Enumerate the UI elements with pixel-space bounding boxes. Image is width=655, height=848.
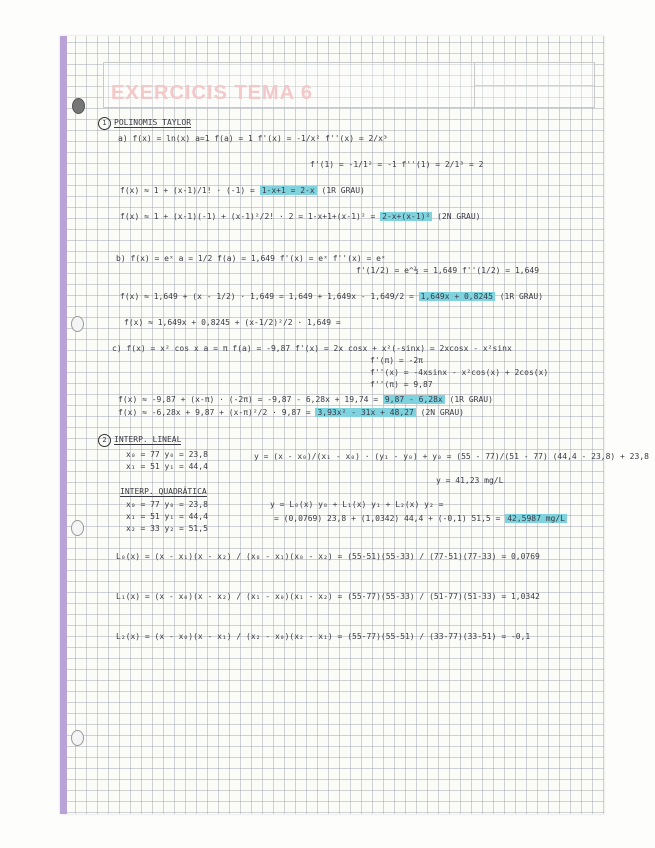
- header-mid-line: [474, 85, 594, 86]
- s1c-line3: f''(x) = -4xsinx - x²cos(x) + 2cos(x): [370, 368, 549, 377]
- s1b-line3: f(x) ≈ 1,649 + (x - 1/2) · 1,649 = 1,649 + 1,649x - 1,649/2 = 1,649x + 0,8245 (1R GRAU): [120, 292, 544, 301]
- s2-L0: L₀(x) = (x - x₁)(x - x₂) / (x₀ - x₁)(x₀ - x₂) = (55-51)(55-33) / (77-51)(77-33) = 0,0769: [116, 552, 540, 561]
- highlight-result: 2-x+(x-1)²: [382, 212, 431, 221]
- section2-heading: 2 INTERP. LINEAL: [98, 434, 181, 447]
- binder-hole-icon: [71, 520, 84, 536]
- s2-formula1: y = (x - x₀)/(x₁ - x₀) · (y₁ - y₀) + y₀ = (55 - 77)/(51 - 77) (44,4 - 23,8) + 23,8: [254, 452, 649, 461]
- s2-q1: x₀ = 77 y₀ = 23,8: [126, 500, 208, 509]
- highlight-result: 9,87 - 6,28x: [384, 395, 443, 404]
- s2-heading2: INTERP. QUADRÀTICA: [120, 487, 207, 496]
- highlight-result: 1-x+1 = 2-x: [261, 186, 315, 195]
- s1a-line3: f(x) ≈ 1 + (x-1)/1! · (-1) = 1-x+1 = 2-x (1R GRAU): [120, 186, 365, 195]
- exercise-number-1: 1: [98, 117, 111, 130]
- section1-heading: 1 POLINOMIS TAYLOR: [98, 117, 191, 130]
- s1a-line2: f'(1) = -1/1² = -1 f''(1) = 2/1³ = 2: [310, 160, 484, 169]
- s1b-line4: f(x) ≈ 1,649x + 0,8245 + (x-1/2)²/2 · 1,649 =: [124, 318, 341, 327]
- s1c-line2: f'(π) = -2π: [370, 356, 423, 365]
- s2-L1: L₁(x) = (x - x₀)(x - x₂) / (x₁ - x₀)(x₁ - x₂) = (55-77)(55-33) / (51-77)(51-33) = 1,0342: [116, 592, 540, 601]
- highlight-result: 1,649x + 0,8245: [420, 292, 493, 301]
- s2-formula2: y = L₀(x) y₀ + L₁(x) y₁ + L₂(x) y₂ =: [270, 500, 444, 509]
- s1b-line1: b) f(x) = eˣ a = 1/2 f(a) = 1,649 f'(x) = eˣ f''(x) = eˣ: [116, 254, 386, 263]
- s1a-line1: a) f(x) = ln(x) a=1 f(a) = 1 f'(x) = -1/x² f''(x) = 2/x³: [118, 134, 388, 143]
- highlight-result: 42,5987 mg/L: [507, 514, 565, 523]
- s2-q3: x₂ = 33 y₂ = 51,5: [126, 524, 208, 533]
- s2-L2: L₂(x) = (x - x₀)(x - x₁) / (x₂ - x₀)(x₂ - x₁) = (55-77)(55-51) / (33-77)(33-51) = -0,1: [116, 632, 531, 641]
- s1a-line4: f(x) ≈ 1 + (x-1)(-1) + (x-1)²/2! · 2 = 1-x+1+(x-1)² = 2-x+(x-1)² (2N GRAU): [120, 212, 481, 221]
- s1c-line1: c) f(x) = x² cos x a = π f(a) = -9,87 f'(x) = 2x cosx + x²(-sinx) = 2xcosx - x²sinx: [112, 344, 512, 353]
- exercise-number-2: 2: [98, 434, 111, 447]
- binder-hole-icon: [72, 98, 85, 114]
- notebook-page: [60, 36, 604, 814]
- s1c-line5: f(x) ≈ -9,87 + (x-π) · (-2π) = -9,87 - 6,28x + 19,74 = 9,87 - 6,28x (1R GRAU): [118, 395, 493, 404]
- s2-line2: x₁ = 51 y₁ = 44,4: [126, 462, 208, 471]
- s2-line1: x₀ = 77 y₀ = 23,8: [126, 450, 208, 459]
- s1c-line4: f''(π) = 9,87: [370, 380, 433, 389]
- s1b-line2: f'(1/2) = e^½ = 1,649 f''(1/2) = 1,649: [356, 266, 540, 275]
- s2-formula3: = (0,0769) 23,8 + (1,0342) 44,4 + (-0,1) 51,5 = 42,5987 mg/L: [274, 514, 565, 523]
- binder-hole-icon: [71, 730, 84, 746]
- s1c-line6: f(x) ≈ -6,28x + 9,87 + (x-π)²/2 · 9,87 = 3,93x² - 31x + 48,27 (2N GRAU): [118, 408, 464, 417]
- s2-result1: y = 41,23 mg/L: [436, 476, 504, 485]
- s2-q2: x₁ = 51 y₁ = 44,4: [126, 512, 208, 521]
- highlight-result: 3,93x² - 31x + 48,27: [317, 408, 414, 417]
- binder-hole-icon: [71, 316, 84, 332]
- page-title: EXERCICIS TEMA 6: [111, 82, 313, 104]
